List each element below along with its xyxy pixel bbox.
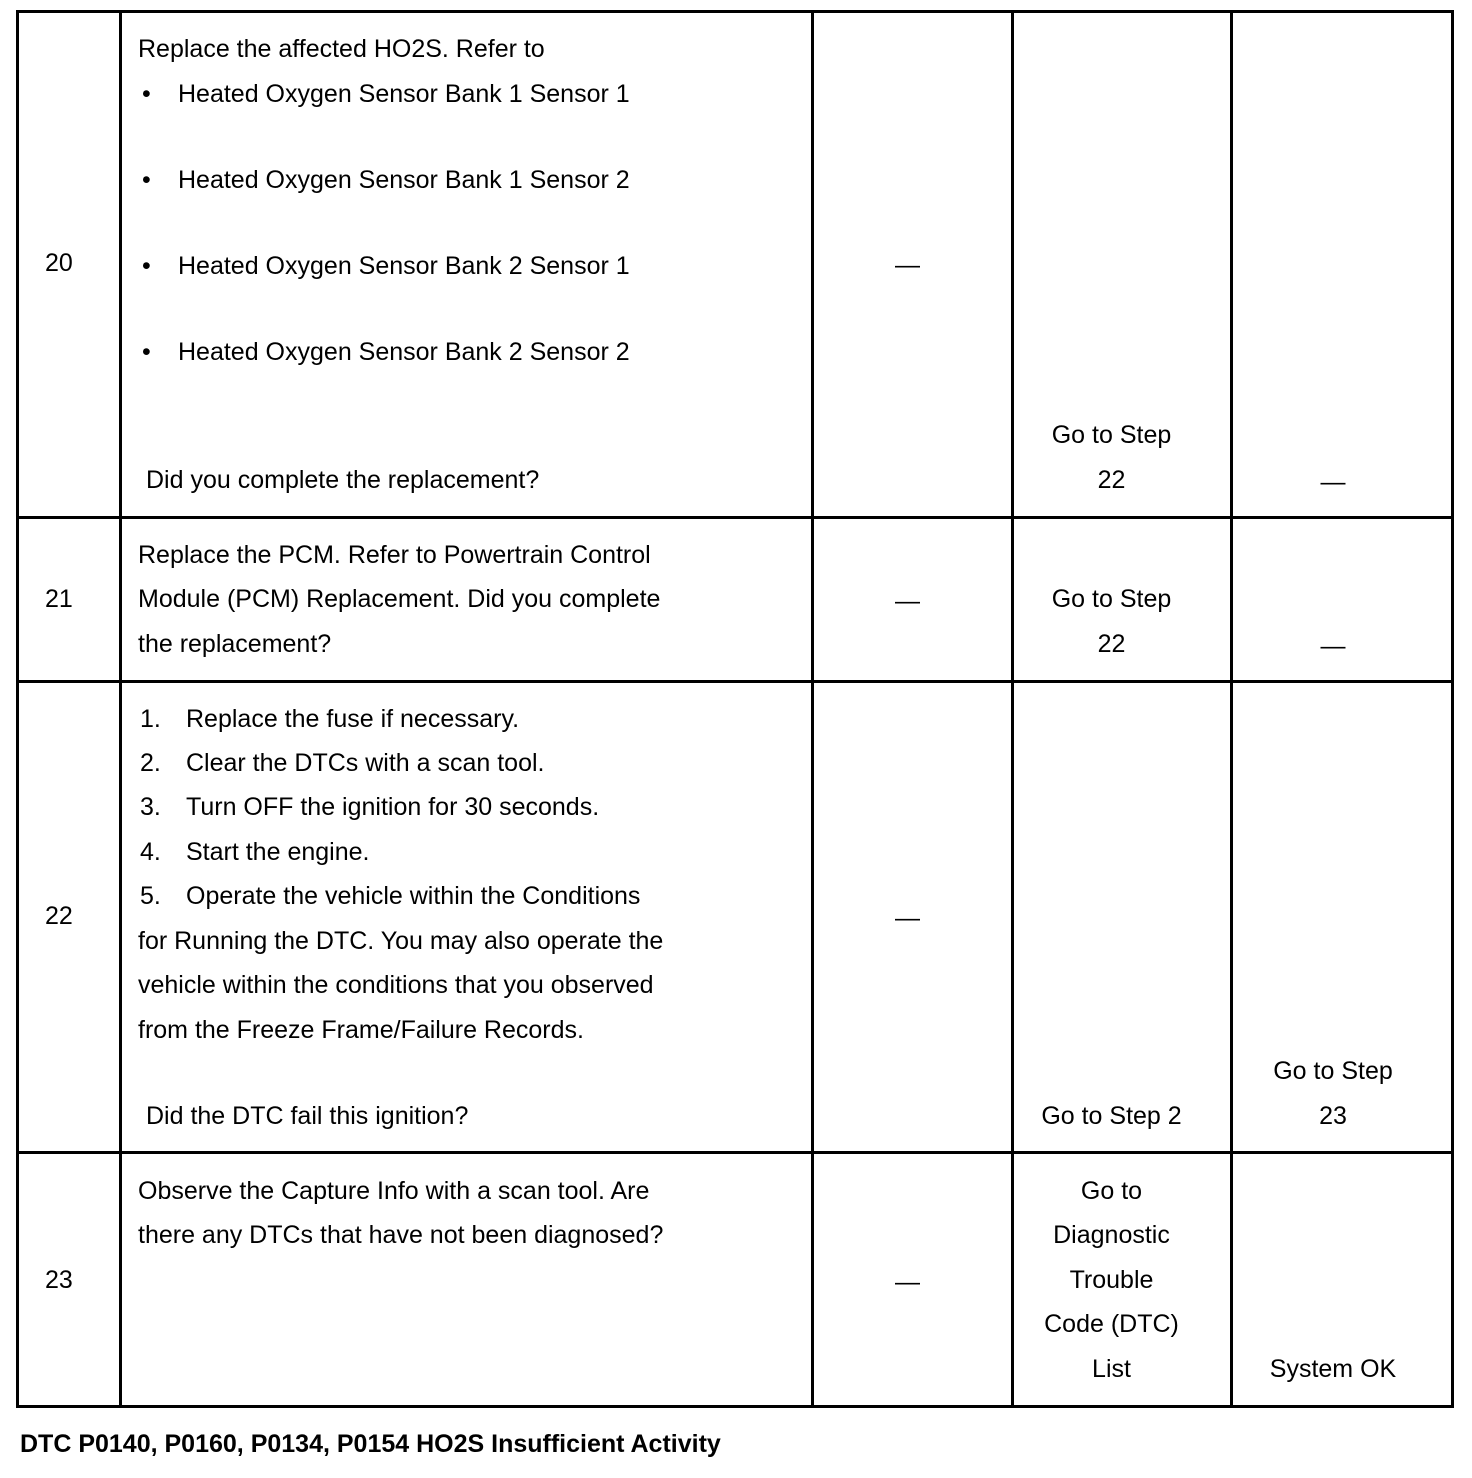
action-line: the replacement? xyxy=(138,630,332,658)
item-number: 1. xyxy=(140,705,161,733)
value-cell: — xyxy=(895,251,920,279)
yes-action: Go to xyxy=(1080,1177,1143,1205)
bullet-text: Heated Oxygen Sensor Bank 1 Sensor 1 xyxy=(178,80,630,108)
yes-action: List xyxy=(1092,1355,1131,1383)
action-line: Observe the Capture Info with a scan tool. Are xyxy=(138,1177,650,1205)
row-divider xyxy=(16,680,1454,683)
table-caption: DTC P0140, P0160, P0134, P0154 HO2S Insufficient Activity xyxy=(20,1430,721,1458)
yes-action: Go to Step xyxy=(1051,421,1172,449)
no-action: 23 xyxy=(1319,1102,1347,1130)
step-number: 22 xyxy=(45,902,73,930)
step-number: 20 xyxy=(45,249,73,277)
item-text: Clear the DTCs with a scan tool. xyxy=(186,749,545,777)
yes-action: Code (DTC) xyxy=(1044,1310,1179,1338)
item-number: 2. xyxy=(140,749,161,777)
table-border-bottom xyxy=(16,1405,1454,1408)
table-border-left xyxy=(16,10,19,1408)
no-action: — xyxy=(1320,632,1346,660)
yes-action: 22 xyxy=(1097,630,1126,658)
no-action: — xyxy=(1320,468,1346,496)
continuation-line: from the Freeze Frame/Failure Records. xyxy=(138,1016,584,1044)
question: Did the DTC fail this ignition? xyxy=(146,1102,469,1130)
item-text: Start the engine. xyxy=(186,838,370,866)
bullet-icon: • xyxy=(142,338,151,366)
no-action: Go to Step xyxy=(1273,1057,1393,1085)
question: Did you complete the replacement? xyxy=(146,466,540,494)
no-action: System OK xyxy=(1269,1355,1397,1383)
bullet-text: Heated Oxygen Sensor Bank 2 Sensor 2 xyxy=(178,338,630,366)
bullet-text: Heated Oxygen Sensor Bank 2 Sensor 1 xyxy=(178,252,630,280)
bullet-text: Heated Oxygen Sensor Bank 1 Sensor 2 xyxy=(178,166,630,194)
value-cell: — xyxy=(895,904,920,932)
value-cell: — xyxy=(895,587,920,615)
yes-action: Trouble xyxy=(1069,1266,1154,1294)
row-divider xyxy=(16,516,1454,519)
column-divider xyxy=(1230,10,1233,1408)
action-line: Module (PCM) Replacement. Did you complete xyxy=(138,585,661,613)
action-line: there any DTCs that have not been diagnosed? xyxy=(138,1221,664,1249)
bullet-icon: • xyxy=(142,166,151,194)
item-text: Operate the vehicle within the Conditions xyxy=(186,882,641,910)
bullet-icon: • xyxy=(142,80,151,108)
item-number: 3. xyxy=(140,793,161,821)
table-border-top xyxy=(16,10,1454,13)
item-text: Replace the fuse if necessary. xyxy=(186,705,520,733)
item-text: Turn OFF the ignition for 30 seconds. xyxy=(186,793,600,821)
value-cell: — xyxy=(895,1268,920,1296)
continuation-line: for Running the DTC. You may also operate the xyxy=(138,927,664,955)
yes-action: 22 xyxy=(1097,466,1126,494)
yes-action: Go to Step xyxy=(1051,585,1172,613)
yes-action: Diagnostic xyxy=(1053,1221,1170,1249)
column-divider xyxy=(811,10,814,1408)
column-divider xyxy=(119,10,122,1408)
yes-action: Go to Step 2 xyxy=(1041,1102,1182,1130)
action-intro: Replace the affected HO2S. Refer to xyxy=(138,35,545,63)
table-border-right xyxy=(1451,10,1454,1408)
item-number: 5. xyxy=(140,882,161,910)
item-number: 4. xyxy=(140,838,161,866)
step-number: 23 xyxy=(45,1266,73,1294)
action-line: Replace the PCM. Refer to Powertrain Control xyxy=(138,541,651,569)
continuation-line: vehicle within the conditions that you observed xyxy=(138,971,654,999)
step-number: 21 xyxy=(45,585,73,613)
row-divider xyxy=(16,1151,1454,1154)
bullet-icon: • xyxy=(142,252,151,280)
